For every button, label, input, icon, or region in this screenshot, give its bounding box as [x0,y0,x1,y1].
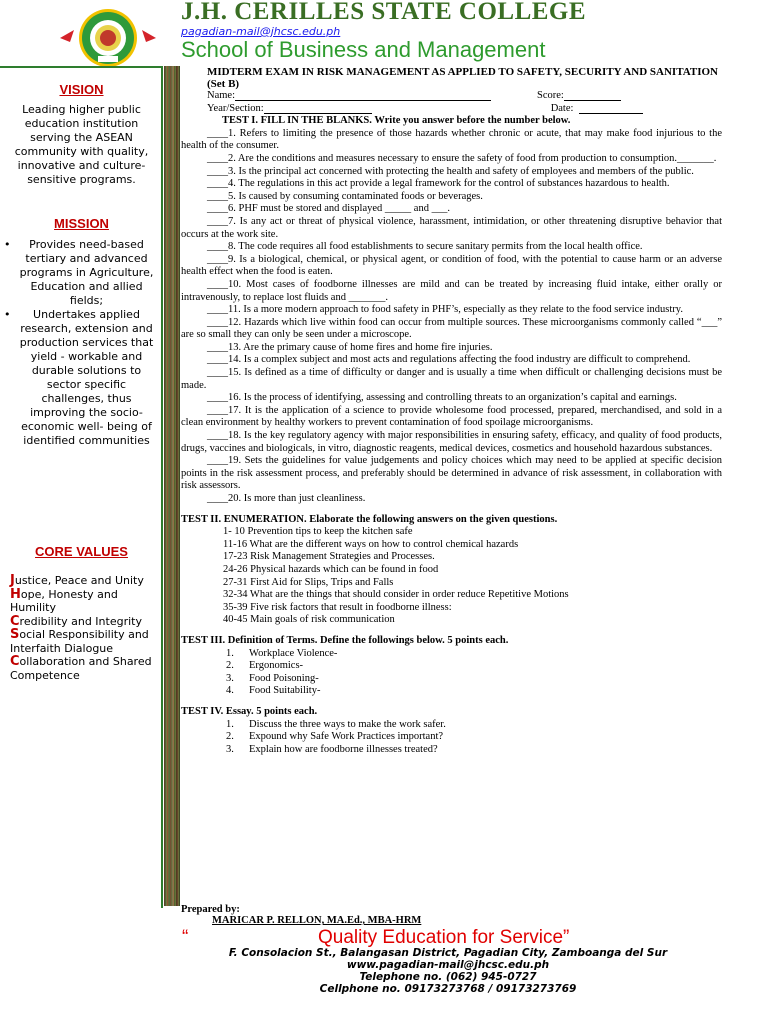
question-item: ____18. Is the key regulatory agency with major responsibilities in ensuring safety, efficacy, and quality of food products, drugs, vaccines and biologicals, in vitro, diagnostic reagents, medical devices, cosmetics and household hazardous substances. [181,430,722,454]
enumeration-item: 27-31 First Aid for Slips, Trips and Falls [223,576,394,588]
test4-list [226,719,722,757]
question-item: ____13. Are the primary cause of home fires and home fire injuries. [207,341,493,353]
test1-questions [181,128,722,506]
name-row [207,90,722,103]
question-item: ____3. Is the principal act concerned with protecting the health and safety of employees and members of the public. [207,165,694,177]
mission-heading: MISSION [54,216,109,231]
question-item: ____20. Is more than just cleanliness. [207,493,366,504]
core-value-item: Credibility and Integrity [10,613,142,629]
enumeration-item: 11-16 What are the different ways on how to control chemical hazards [223,538,519,550]
test2-list [223,526,722,627]
definition-item: 3. Food Poisoning- [226,672,319,684]
question-item: ____5. Is caused by consuming contaminated foods or beverages. [207,190,483,202]
prepared-by-label: Prepared by: [181,904,240,915]
year-section-label: Year/Section: [207,102,264,114]
essay-item: 2. Expound why Safe Work Practices important? [226,731,444,743]
footer-website[interactable]: www.pagadian-mail@jhcsc.edu.ph [346,959,550,971]
question-item: ____15. Is defined as a time of difficulty or danger and is usually a time when difficult or challenging decisions must be made. [181,367,722,391]
mission-list [4,238,159,448]
enumeration-item: 1- 10 Prevention tips to keep the kitchen safe [223,526,413,538]
essay-item: 3. Explain how are foodborne illnesses treated? [226,743,438,755]
mission-item: • Provides need-based tertiary and advanced programs in Agriculture, Education and allied fields; [4,238,154,307]
preparer-name: MARICAR P. RELLON, MA.Ed., MBA-HRM [212,915,422,926]
question-item: ____17. It is the application of a science to provide wholesome food processed, prepared, merchandised, and sold in a clean environment by healthy workers to prevent contamination of food spoilage microorganisms. [181,404,722,429]
name-label: Name: [207,90,235,101]
footer-cellphone: Cellphone no. 09173273768 / 09173273769 [319,983,577,995]
sidebar [0,66,163,908]
question-item: ____1. Refers to limiting the presence of those hazards whether chronic or acute, that may make food injurious to the health of the consumer. [181,127,722,152]
header-email-link[interactable]: pagadian-mail@jhcsc.edu.ph [181,25,341,38]
enumeration-item: 35-39 Five risk factors that result in foodborne illness: [223,601,452,613]
exam-content [181,66,722,756]
test1-heading: TEST I. FILL IN THE BLANKS. Write you answer before the number below. [222,115,571,127]
vision-text: Leading higher public education institution serving the ASEAN community with quality, innovative and culture-sensitive programs. [14,103,149,186]
score-field[interactable] [564,90,621,101]
test4-heading: TEST IV. Essay. 5 points each. [181,705,318,717]
decorative-woven-band [164,66,180,906]
enumeration-item: 32-34 What are the things that should consider in order reduce Repetitive Motions [223,589,569,601]
school-name: School of Business and Management [181,37,546,62]
date-field[interactable] [579,103,643,114]
motto-text: Quality Education for Service” [318,927,570,948]
definition-item: 4. Food Suitability- [226,685,321,697]
core-values-heading: CORE VALUES [35,544,128,559]
core-value-item: Justice, Peace and Unity [10,573,144,588]
mission-item: • Undertakes applied research, extension and production services that yield - workable and durable solutions to sector specific challenges, thus improving the socio-economic well- being of identified communities [4,308,154,447]
question-item: ____16. Is the process of identifying, assessing and controlling threats to an organization’s capital and earnings. [207,392,677,404]
question-item: ____10. Most cases of foodborne illnesses are mild and can be treated by increasing fluid intake, either orally or intravenously, to replace lost fluids and _______. [181,278,722,303]
question-item: ____11. Is a more modern approach to food safety in PHF’s, especially as they relate to the food service industry. [207,304,683,316]
college-name: J.H. CERILLES STATE COLLEGE [181,0,587,25]
question-item: ____2. Are the conditions and measures necessary to ensure the safety of food from production to consumption._______. [207,152,717,164]
core-value-item: Hope, Honesty and Humility [10,586,118,614]
year-row [207,103,722,116]
date-label: Date: [550,102,574,114]
core-value-item: Social Responsibility and Interfaith Dialogue [10,627,149,655]
essay-item: 1. Discuss the three ways to make the work safer. [226,718,446,730]
question-item: ____12. Hazards which live within food can occur from multiple sources. These microorganisms commonly called “___” are so small they can only be seen under a microscope. [181,316,722,341]
question-item: ____9. Is a biological, chemical, or physical agent, or condition of food, with the potential to cause harm or an adverse health effect when the food is eaten. [181,253,722,278]
footer-address: F. Consolacion St., Balangasan District, Pagadian City, Zamboanga del Sur [228,947,668,959]
question-item: ____19. Sets the guidelines for value judgements and policy choices which may need to be applied at specific decision points in the risk assessment process, and preferably should be determined in advance of risk assessment, in collaboration with risk assessors. [181,455,722,492]
question-item: ____14. Is a complex subject and most acts and regulations affecting the food industry are difficult to comprehend. [207,354,691,366]
question-item: ____8. The code requires all food establishments to secure sanitary permits from the local health office. [207,241,643,253]
core-value-item: Collaboration and Shared Competence [10,654,152,682]
enumeration-item: 24-26 Physical hazards which can be found in food [223,563,439,575]
motto [182,927,742,949]
test2-heading: TEST II. ENUMERATION. Elaborate the following answers on the given questions. [181,513,558,525]
year-section-field[interactable] [264,103,372,114]
question-item: ____4. The regulations in this act provide a legal framework for the control of substances hazardous to health. [207,178,670,190]
core-values-list [10,574,156,682]
motto-open-quote: “ [182,927,189,948]
college-seal-logo [56,8,160,68]
question-item: ____7. Is any act or threat of physical violence, harassment, intimidation, or other threatening disruptive behavior that occurs at the work site. [181,215,722,240]
test3-heading: TEST III. Definition of Terms. Define the followings below. 5 points each. [181,634,509,646]
definition-item: 1. Workplace Violence- [226,647,338,659]
name-field[interactable] [235,90,491,101]
definition-item: 2. Ergonomics- [226,660,304,672]
vision-heading: VISION [59,82,104,97]
footer-telephone: Telephone no. (062) 945-0727 [359,971,537,983]
score-label: Score: [537,90,564,101]
enumeration-item: 40-45 Main goals of risk communication [223,614,395,626]
enumeration-item: 17-23 Risk Management Strategies and Processes. [223,551,435,563]
test3-list [226,648,722,698]
exam-title: MIDTERM EXAM IN RISK MANAGEMENT AS APPLIED TO SAFETY, SECURITY AND SANITATION (Set B) [207,66,718,90]
question-item: ____6. PHF must be stored and displayed _____ and ___. [207,203,450,215]
sidebar-divider [161,68,163,908]
